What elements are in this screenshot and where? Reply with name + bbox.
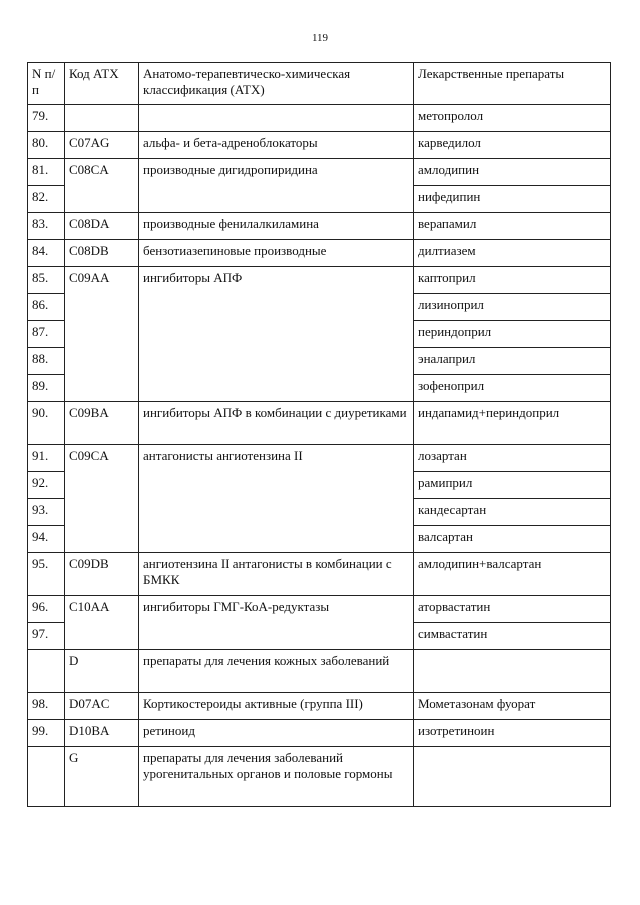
table-row xyxy=(28,445,611,472)
row-num: 98. xyxy=(28,693,65,720)
row-code: G xyxy=(65,747,139,807)
table-header-row xyxy=(28,63,611,105)
table-row xyxy=(28,553,611,596)
row-drug: периндоприл xyxy=(414,321,611,348)
row-classification: ингибиторы АПФ в комбинации с диуретиками xyxy=(139,402,414,445)
table-row xyxy=(28,240,611,267)
row-classification xyxy=(139,105,414,132)
row-code: C08CA xyxy=(65,159,139,213)
row-code: C08DA xyxy=(65,213,139,240)
table-row xyxy=(28,132,611,159)
row-code: D xyxy=(65,650,139,693)
row-num: 85. xyxy=(28,267,65,294)
row-drug: дилтиазем xyxy=(414,240,611,267)
header-code: Код АТХ xyxy=(65,63,139,105)
row-drug: валсартан xyxy=(414,526,611,553)
row-drug: метопролол xyxy=(414,105,611,132)
row-drug: лозартан xyxy=(414,445,611,472)
page-number: 119 xyxy=(311,32,329,44)
row-num: 99. xyxy=(28,720,65,747)
row-code: C08DB xyxy=(65,240,139,267)
row-code: C10AA xyxy=(65,596,139,650)
row-drug: симвастатин xyxy=(414,623,611,650)
row-drug: каптоприл xyxy=(414,267,611,294)
row-classification: ингибиторы ГМГ-КоА-редуктазы xyxy=(139,596,414,650)
row-num: 96. xyxy=(28,596,65,623)
row-drug: аторвастатин xyxy=(414,596,611,623)
row-num: 79. xyxy=(28,105,65,132)
row-classification: антагонисты ангиотензина II xyxy=(139,445,414,553)
row-code: C09AA xyxy=(65,267,139,402)
row-num: 81. xyxy=(28,159,65,186)
row-code: D07AC xyxy=(65,693,139,720)
table-row xyxy=(28,693,611,720)
row-drug: индапамид+периндоприл xyxy=(414,402,611,445)
row-classification: альфа- и бета-адреноблокаторы xyxy=(139,132,414,159)
row-drug: изотретиноин xyxy=(414,720,611,747)
header-classification: Анатомо-терапевтическо-химическая классификация (АТХ) xyxy=(139,63,414,105)
row-drug xyxy=(414,650,611,693)
row-num: 90. xyxy=(28,402,65,445)
row-code xyxy=(65,105,139,132)
header-num: N п/п xyxy=(28,63,65,105)
row-classification: производные дигидропиридина xyxy=(139,159,414,213)
row-drug: кандесартан xyxy=(414,499,611,526)
row-num xyxy=(28,650,65,693)
row-num: 89. xyxy=(28,375,65,402)
row-drug: зофеноприл xyxy=(414,375,611,402)
row-num xyxy=(28,747,65,807)
row-classification: препараты для лечения заболеваний урогенитальных органов и половые гормоны xyxy=(139,747,414,807)
row-num: 91. xyxy=(28,445,65,472)
table-row xyxy=(28,720,611,747)
row-num: 82. xyxy=(28,186,65,213)
row-num: 95. xyxy=(28,553,65,596)
row-drug: нифедипин xyxy=(414,186,611,213)
table-row xyxy=(28,213,611,240)
row-classification: бензотиазепиновые производные xyxy=(139,240,414,267)
row-classification: ангиотензина II антагонисты в комбинации с БМКК xyxy=(139,553,414,596)
row-drug: Мометазонам фуорат xyxy=(414,693,611,720)
row-drug: амлодипин xyxy=(414,159,611,186)
row-num: 92. xyxy=(28,472,65,499)
row-code: D10BA xyxy=(65,720,139,747)
table-row xyxy=(28,159,611,186)
row-num: 88. xyxy=(28,348,65,375)
row-drug: верапамил xyxy=(414,213,611,240)
table-row xyxy=(28,105,611,132)
row-drug xyxy=(414,747,611,807)
row-num: 93. xyxy=(28,499,65,526)
row-code: C07AG xyxy=(65,132,139,159)
row-num: 97. xyxy=(28,623,65,650)
row-drug: эналаприл xyxy=(414,348,611,375)
row-code: C09BA xyxy=(65,402,139,445)
row-drug: амлодипин+валсартан xyxy=(414,553,611,596)
row-drug: карведилол xyxy=(414,132,611,159)
row-drug: рамиприл xyxy=(414,472,611,499)
row-num: 86. xyxy=(28,294,65,321)
atx-drug-table xyxy=(27,62,611,807)
row-num: 80. xyxy=(28,132,65,159)
table-row xyxy=(28,402,611,445)
table-row xyxy=(28,267,611,294)
table-row xyxy=(28,747,611,807)
row-num: 94. xyxy=(28,526,65,553)
row-num: 83. xyxy=(28,213,65,240)
row-code: C09DB xyxy=(65,553,139,596)
row-classification: ретиноид xyxy=(139,720,414,747)
table-row xyxy=(28,650,611,693)
row-drug: лизиноприл xyxy=(414,294,611,321)
row-code: C09CA xyxy=(65,445,139,553)
table-row xyxy=(28,596,611,623)
row-num: 87. xyxy=(28,321,65,348)
row-num: 84. xyxy=(28,240,65,267)
row-classification: производные фенилалкиламина xyxy=(139,213,414,240)
row-classification: Кортикостероиды активные (группа III) xyxy=(139,693,414,720)
row-classification: препараты для лечения кожных заболеваний xyxy=(139,650,414,693)
row-classification: ингибиторы АПФ xyxy=(139,267,414,402)
header-drugs: Лекарственные препараты xyxy=(414,63,611,105)
